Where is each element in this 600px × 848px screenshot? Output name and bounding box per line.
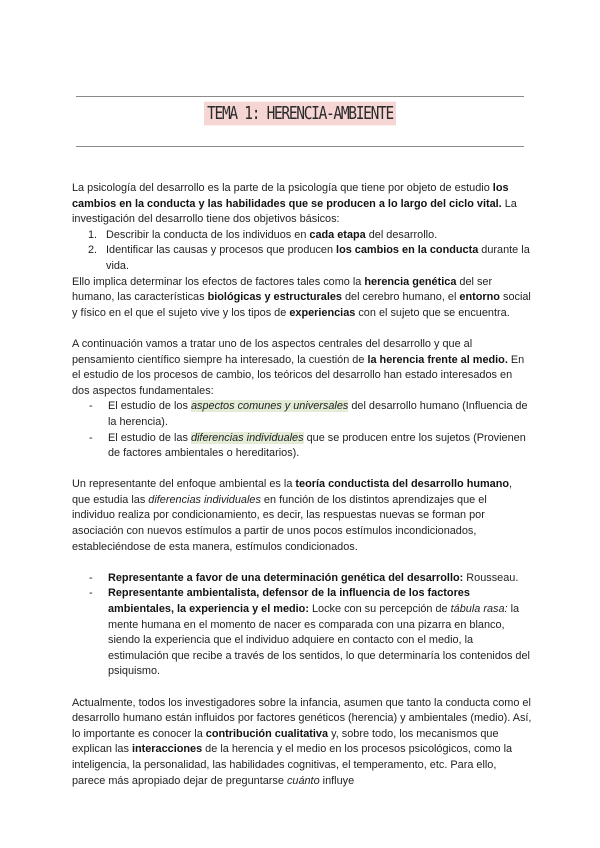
list-number: 2.	[88, 244, 98, 257]
objectives-list	[72, 228, 532, 275]
bold-span: contribución cualitativa	[205, 727, 329, 740]
highlighted-span: diferencias individuales	[190, 431, 304, 444]
text-span: La investigación del desarrollo tiene dos objetivos básicos:	[72, 197, 517, 226]
text-span: del cerebro humano, el	[341, 291, 460, 304]
text-span: Un representante del enfoque ambiental es la	[72, 478, 296, 491]
text-span: Identificar las causas y procesos que producen	[106, 244, 337, 257]
text-span: del ser humano, las características	[72, 275, 493, 304]
list-dash: -	[89, 571, 93, 584]
list-item	[72, 243, 532, 274]
text-span: del desarrollo humano (Influencia de la herencia).	[108, 400, 528, 428]
text-span: El estudio de las	[108, 431, 191, 444]
list-dash: -	[89, 400, 93, 413]
italic-span: cuánto	[286, 774, 320, 787]
bold-span: entorno	[459, 291, 500, 304]
bottom-rule	[76, 146, 524, 147]
text-span: Rousseau.	[463, 571, 519, 584]
list-dash: -	[89, 431, 93, 444]
text-span: En el estudio de los procesos de cambio, los teóricos del desarrollo han estado interesados en dos aspectos fundamentales:	[72, 353, 525, 397]
text-span: Locke con su percepción de	[308, 603, 451, 616]
paragraph-behaviorism	[72, 477, 532, 555]
bold-span: cada etapa	[309, 228, 366, 241]
text-span: en función de los distintos aprendizajes que el individuo realiza por condicionamiento, es decir, las respuestas nuevas se forman por asociación con nuevos estímulos a partir de unos pocos estímulos incondicionados, estableciéndose de esta manera, estímulos condicionados.	[72, 493, 487, 553]
text-span: durante la vida.	[106, 244, 530, 272]
representatives-list	[72, 571, 532, 680]
text-span: la mente humana en el momento de nacer es comparada con una pizarra en blanco, siendo la experiencia que el individuo adquiere en contacto con el medio, la estimulación que recibe a través de los sentidos, lo que determinaría los contenidos del psiquismo.	[108, 603, 530, 678]
list-number: 1.	[88, 228, 98, 241]
page-title: TEMA 1: HERENCIA-AMBIENTE	[204, 102, 396, 126]
text-span: de la herencia y el medio en los procesos psicológicos, como la inteligencia, la personalidad, las habilidades cognitivas, el temperamento, etc. Para ello, parece más apropiado dejar de preguntarse	[72, 743, 513, 787]
text-span: Describir la conducta de los individuos en	[106, 228, 310, 241]
text-span: Ello implica determinar los efectos de factores tales como la	[72, 275, 365, 288]
paragraph-factors	[72, 275, 532, 322]
bold-span: herencia genética	[364, 275, 457, 288]
list-item	[72, 431, 532, 462]
bold-span: la herencia frente al medio.	[367, 353, 508, 366]
text-span: A continuación vamos a tratar uno de los aspectos centrales del desarrollo y que al pensamiento científico siempre ha interesado, la cuestión de	[72, 337, 473, 366]
bold-span: experiencias	[289, 306, 356, 319]
highlighted-span: aspectos comunes y universales	[190, 400, 349, 413]
bold-span: Representante a favor de una determinación genética del desarrollo:	[108, 571, 464, 584]
bold-span: biológicas y estructurales	[207, 291, 342, 304]
title-container	[0, 104, 600, 123]
text-span: influye	[319, 774, 355, 787]
text-span: La psicología del desarrollo es la parte de la psicología que tiene por objeto de estudio	[72, 182, 493, 194]
list-item	[72, 586, 532, 680]
paragraph-intro	[72, 181, 532, 228]
bold-span: teoría conductista del desarrollo humano	[295, 478, 510, 491]
list-item	[72, 571, 532, 587]
text-span: El estudio de los	[108, 400, 191, 413]
text-span: con el sujeto que se encuentra.	[355, 306, 510, 319]
list-dash: -	[89, 587, 93, 600]
bold-span: Representante ambientalista, defensor de la influencia de los factores ambientales, la experiencia y el medio:	[108, 587, 470, 616]
list-item	[72, 399, 532, 430]
top-rule	[76, 96, 524, 97]
italic-span: tábula rasa:	[450, 603, 508, 616]
paragraph-current-view	[72, 696, 532, 790]
aspects-list	[72, 399, 532, 461]
italic-span: diferencias individuales	[148, 493, 261, 506]
bold-span: interacciones	[131, 743, 203, 756]
text-span: , que estudia las	[72, 478, 513, 506]
text-span: Actualmente, todos los investigadores sobre la infancia, asumen que tanto la conducta como el desarrollo humano están influidos por factores genéticos (herencia) y ambientales (medio). Así, lo importante es conocer la	[72, 696, 532, 740]
bold-span: los cambios en la conducta y las habilidades que se producen a lo largo del ciclo vital.	[72, 182, 509, 210]
list-item	[72, 228, 532, 244]
text-span: y, sobre todo, los mecanismos que explican las	[72, 727, 499, 756]
text-span: que se producen entre los sujetos (Provienen de factores ambientales o hereditarios).	[108, 431, 526, 460]
text-span: social y físico en el que el sujeto vive y los tipos de	[72, 291, 531, 319]
bold-span: los cambios en la conducta	[336, 244, 479, 257]
text-span: del desarrollo.	[365, 228, 438, 241]
document-body	[72, 181, 532, 789]
paragraph-heredity-vs-environment	[72, 337, 532, 399]
